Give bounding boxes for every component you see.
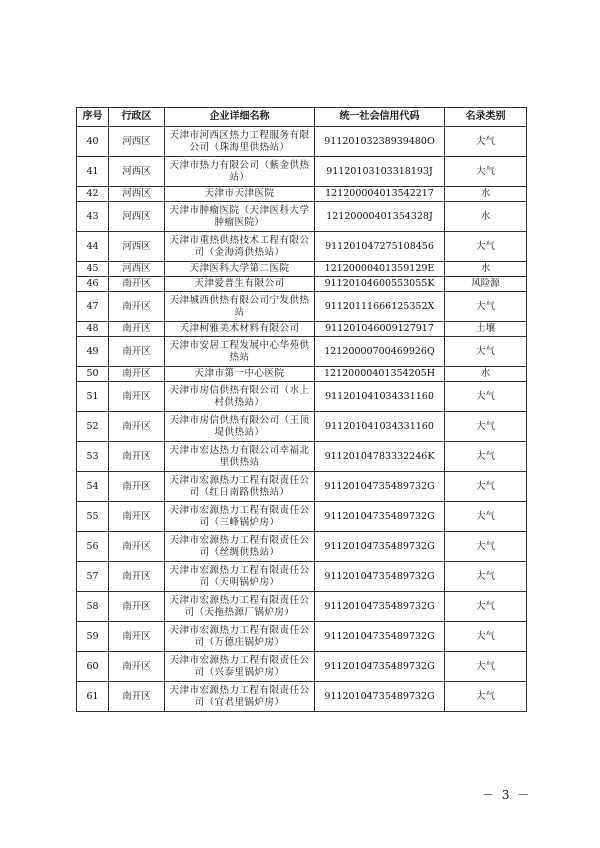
cell-category: 水 [445,367,527,382]
cell-serial: 50 [77,367,109,382]
cell-credit-code: 12120000401359129E [315,262,445,277]
table-row [77,652,527,682]
cell-credit-code: 91120104735489732G [315,502,445,532]
cell-district: 南开区 [109,502,165,532]
cell-serial: 42 [77,187,109,202]
table-row [77,187,527,202]
cell-enterprise-name: 天津市热力有限公司（紫金供热站） [165,157,315,187]
cell-credit-code: 91120104735489732G [315,592,445,622]
header-enterprise-name: 企业详细名称 [165,108,315,127]
cell-category: 大气 [445,592,527,622]
cell-serial: 47 [77,292,109,322]
cell-district: 河西区 [109,202,165,232]
cell-serial: 49 [77,337,109,367]
cell-district: 南开区 [109,532,165,562]
cell-serial: 46 [77,277,109,292]
table-body [77,127,527,712]
cell-category: 大气 [445,412,527,442]
cell-enterprise-name: 天津市宏源热力工程有限责任公司（红日南路供热站） [165,472,315,502]
table-row [77,562,527,592]
cell-enterprise-name: 天津爱普生有限公司 [165,277,315,292]
table-row [77,442,527,472]
cell-district: 南开区 [109,367,165,382]
cell-category: 大气 [445,472,527,502]
cell-district: 南开区 [109,277,165,292]
cell-district: 河西区 [109,232,165,262]
cell-credit-code: 12120000401354205H [315,367,445,382]
cell-enterprise-name: 天津市宏源热力工程有限责任公司（宜君里锅炉房） [165,682,315,712]
cell-district: 南开区 [109,592,165,622]
cell-credit-code: 91120103103318193J [315,157,445,187]
header-category: 名录类别 [445,108,527,127]
cell-category: 大气 [445,292,527,322]
cell-credit-code: 91120104735489732G [315,562,445,592]
cell-category: 大气 [445,682,527,712]
cell-enterprise-name: 天津市房信供热有限公司（王顶堤供热站） [165,412,315,442]
cell-serial: 52 [77,412,109,442]
cell-category: 水 [445,202,527,232]
cell-serial: 57 [77,562,109,592]
cell-enterprise-name: 天津市安居工程发展中心华苑供热站 [165,337,315,367]
cell-credit-code: 91120104600553055K [315,277,445,292]
cell-district: 南开区 [109,472,165,502]
cell-category: 大气 [445,382,527,412]
cell-district: 南开区 [109,622,165,652]
table-row [77,622,527,652]
cell-serial: 54 [77,472,109,502]
table-row [77,127,527,157]
cell-enterprise-name: 天津市宏源热力工程有限责任公司（三峰锅炉房） [165,502,315,532]
cell-enterprise-name: 天津市宏源热力工程有限责任公司（兴泰里锅炉房） [165,652,315,682]
cell-serial: 53 [77,442,109,472]
cell-credit-code: 91120104735489732G [315,682,445,712]
header-district: 行政区 [109,108,165,127]
table-row [77,277,527,292]
cell-category: 土壤 [445,322,527,337]
cell-enterprise-name: 天津市宏达热力有限公司幸福北里供热站 [165,442,315,472]
cell-category: 大气 [445,652,527,682]
cell-credit-code: 91120104735489732G [315,622,445,652]
cell-enterprise-name: 天津市第一中心医院 [165,367,315,382]
cell-category: 大气 [445,532,527,562]
cell-enterprise-name: 天津市河西区热力工程服务有限公司（珠海里供热站） [165,127,315,157]
cell-category: 大气 [445,442,527,472]
table-row [77,232,527,262]
cell-serial: 58 [77,592,109,622]
header-serial: 序号 [77,108,109,127]
cell-district: 南开区 [109,682,165,712]
cell-category: 大气 [445,502,527,532]
cell-credit-code: 91120111666125352X [315,292,445,322]
table-row [77,472,527,502]
cell-serial: 40 [77,127,109,157]
cell-district: 南开区 [109,562,165,592]
cell-credit-code: 911201041034331160 [315,412,445,442]
cell-district: 南开区 [109,322,165,337]
cell-credit-code: 911201047275108456 [315,232,445,262]
cell-district: 南开区 [109,442,165,472]
table-row [77,292,527,322]
cell-district: 河西区 [109,262,165,277]
cell-district: 河西区 [109,157,165,187]
table-row [77,157,527,187]
cell-district: 南开区 [109,412,165,442]
cell-district: 河西区 [109,127,165,157]
cell-credit-code: 12120000401354328J [315,202,445,232]
cell-serial: 48 [77,322,109,337]
cell-enterprise-name: 天津医科大学第二医院 [165,262,315,277]
cell-credit-code: 91120104735489732G [315,472,445,502]
cell-category: 大气 [445,562,527,592]
table-row [77,337,527,367]
cell-credit-code: 91120104735489732G [315,652,445,682]
table-row [77,532,527,562]
cell-enterprise-name: 天津市重热供热技术工程有限公司（金海湾供热站） [165,232,315,262]
table-row [77,322,527,337]
cell-serial: 61 [77,682,109,712]
cell-credit-code: 911201046009127917 [315,322,445,337]
header-credit-code: 统一社会信用代码 [315,108,445,127]
cell-enterprise-name: 天津市天津医院 [165,187,315,202]
cell-category: 大气 [445,157,527,187]
cell-credit-code: 91120104735489732G [315,532,445,562]
cell-serial: 43 [77,202,109,232]
table-row [77,682,527,712]
table-row [77,202,527,232]
table-row [77,592,527,622]
cell-credit-code: 12120000700469926Q [315,337,445,367]
table-row [77,262,527,277]
cell-district: 南开区 [109,337,165,367]
cell-category: 大气 [445,127,527,157]
cell-enterprise-name: 天津市宏源热力工程有限责任公司（万德庄锅炉房） [165,622,315,652]
cell-category: 大气 [445,622,527,652]
cell-category: 水 [445,262,527,277]
cell-serial: 60 [77,652,109,682]
table-row [77,382,527,412]
cell-serial: 59 [77,622,109,652]
cell-serial: 41 [77,157,109,187]
table-header-row [77,108,527,127]
cell-credit-code: 911201041034331160 [315,382,445,412]
cell-enterprise-name: 天津市肿瘤医院（天津医科大学肿瘤医院） [165,202,315,232]
cell-category: 大气 [445,232,527,262]
cell-serial: 44 [77,232,109,262]
cell-enterprise-name: 天津市宏源热力工程有限责任公司（天明锅炉房） [165,562,315,592]
cell-serial: 51 [77,382,109,412]
table-row [77,412,527,442]
cell-credit-code: 121200004013542217 [315,187,445,202]
cell-serial: 55 [77,502,109,532]
cell-enterprise-name: 天津市宏源热力工程有限责任公司（丝绸供热站） [165,532,315,562]
page-number: － 3 － [482,788,532,802]
enterprise-list-table [76,107,527,712]
cell-enterprise-name: 天津柯雅美术材料有限公司 [165,322,315,337]
cell-enterprise-name: 天津城西供热有限公司宁发供热站 [165,292,315,322]
cell-serial: 45 [77,262,109,277]
cell-category: 水 [445,187,527,202]
cell-category: 大气 [445,337,527,367]
cell-district: 河西区 [109,187,165,202]
cell-category: 风险源 [445,277,527,292]
cell-credit-code: 91120103238939480O [315,127,445,157]
cell-serial: 56 [77,532,109,562]
cell-enterprise-name: 天津市宏源热力工程有限责任公司（天拖热源厂锅炉房） [165,592,315,622]
cell-credit-code: 91120104783332246K [315,442,445,472]
table-row [77,367,527,382]
cell-enterprise-name: 天津市房信供热有限公司（水上村供热站） [165,382,315,412]
table-row [77,502,527,532]
cell-district: 南开区 [109,652,165,682]
cell-district: 南开区 [109,292,165,322]
cell-district: 南开区 [109,382,165,412]
